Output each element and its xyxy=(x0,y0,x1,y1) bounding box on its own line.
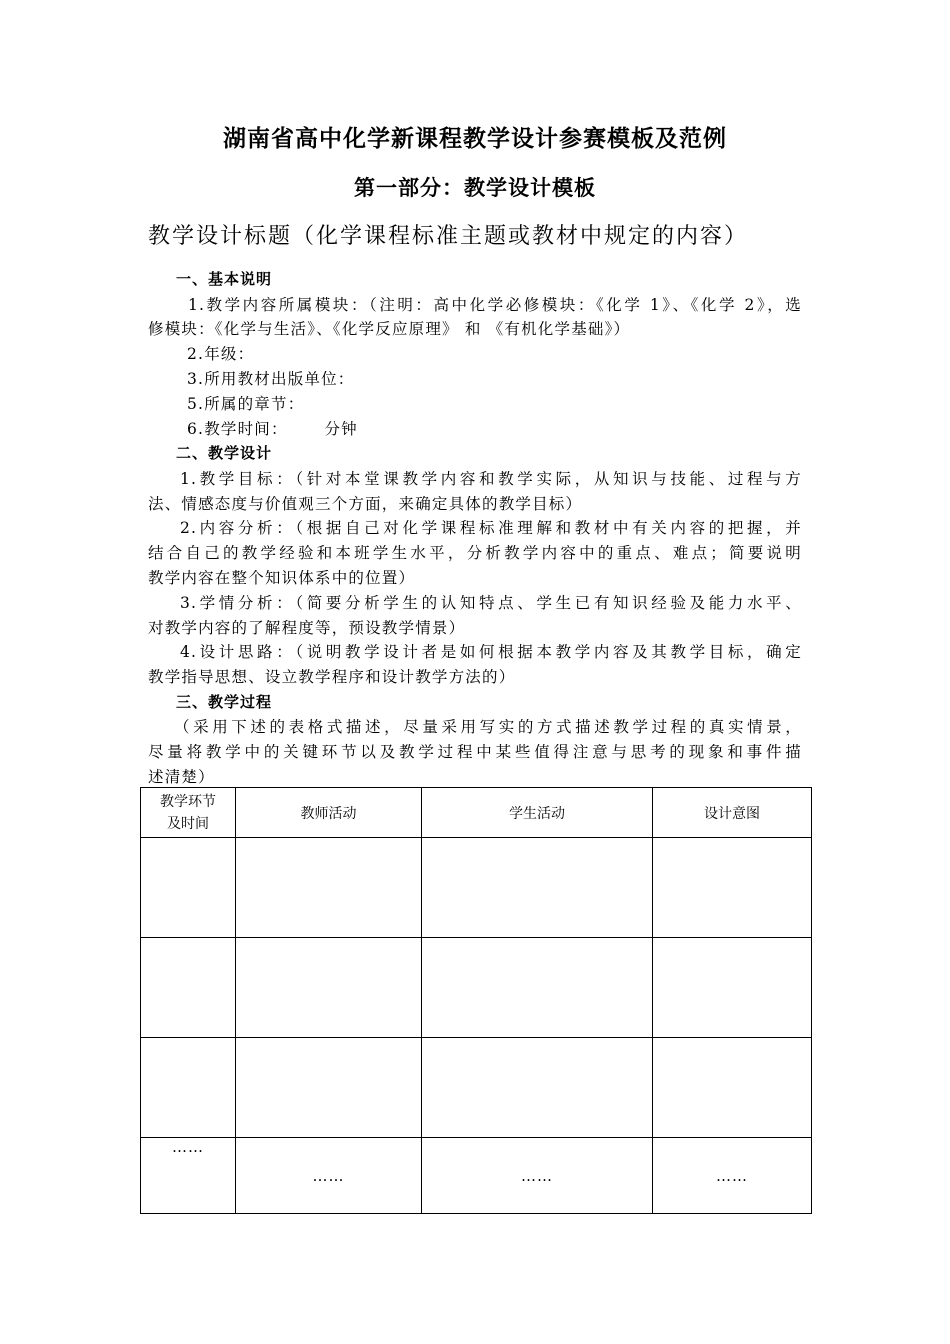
table-cell xyxy=(236,1038,422,1138)
section3-note-line2: 尽量将教学中的关键环节以及教学过程中某些值得注意与思考的现象和事件描 xyxy=(148,743,802,761)
table-cell xyxy=(141,1038,236,1138)
stage-ellipsis: …… xyxy=(141,1138,236,1214)
table-cell xyxy=(422,838,653,938)
table-cell xyxy=(653,838,812,938)
table-cell xyxy=(653,938,812,1038)
table-row xyxy=(141,938,812,1038)
table-header-row xyxy=(141,788,812,838)
table-cell xyxy=(236,838,422,938)
header-student-activity: 学生活动 xyxy=(422,788,653,838)
table-row xyxy=(141,1038,812,1138)
section1-item1-line2: 修模块：《化学与生活》、《化学反应原理》 和 《有机化学基础》） xyxy=(148,320,631,338)
section2-item3-line2: 对教学内容的了解程度等，预设教学情景） xyxy=(148,619,466,637)
section2-item3-line1: 3.学情分析：（简要分析学生的认知特点、学生已有知识经验及能力水平、 xyxy=(180,594,802,612)
section2-item1-line2: 法、情感态度与价值观三个方面，来确定具体的教学目标） xyxy=(148,495,583,513)
table-cell xyxy=(141,938,236,1038)
part-title: 第一部分：教学设计模板 xyxy=(354,176,596,200)
section1-item6: 6.教学时间： 分钟 xyxy=(187,420,358,438)
design-title: 教学设计标题（化学课程标准主题或教材中规定的内容） xyxy=(148,224,749,249)
teacher-ellipsis: …… xyxy=(236,1138,422,1214)
teaching-process-table xyxy=(140,787,812,1214)
table-cell xyxy=(422,1038,653,1138)
table-cell xyxy=(653,1038,812,1138)
header-stage-time xyxy=(141,788,236,838)
section3-note-line3: 述清楚） xyxy=(148,768,215,786)
header-design-intent: 设计意图 xyxy=(653,788,812,838)
table-cell xyxy=(422,938,653,1038)
header-teacher-activity: 教师活动 xyxy=(236,788,422,838)
intent-ellipsis: …… xyxy=(653,1138,812,1214)
document-title: 湖南省高中化学新课程教学设计参赛模板及范例 xyxy=(223,126,727,152)
section3-note-line1: （采用下述的表格式描述，尽量采用写实的方式描述教学过程的真实情景， xyxy=(174,718,802,736)
section1-item1-line1: 1.教学内容所属模块：（注明：高中化学必修模块：《化学 1》、《化学 2》，选 xyxy=(188,296,802,314)
section2-item2-line2: 结合自己的教学经验和本班学生水平，分析教学内容中的重点、难点；简要说明 xyxy=(148,544,802,562)
section2-item2-line3: 教学内容在整个知识体系中的位置） xyxy=(148,569,416,587)
section1-item2: 2.年级： xyxy=(187,345,255,363)
section2-item4-line2: 教学指导思想、设立教学程序和设计教学方法的） xyxy=(148,668,516,686)
section1-heading: 一、基本说明 xyxy=(176,270,273,288)
section3-heading: 三、教学过程 xyxy=(176,693,273,711)
table-row xyxy=(141,838,812,938)
section2-item1-line1: 1.教学目标：（针对本堂课教学内容和教学实际，从知识与技能、过程与方 xyxy=(180,470,802,488)
section1-item5: 5.所属的章节： xyxy=(187,395,305,413)
section2-heading: 二、教学设计 xyxy=(176,444,273,462)
header-stage-line1: 教学环节 xyxy=(160,793,216,810)
table-cell xyxy=(141,838,236,938)
section2-item4-line1: 4.设计思路：（说明教学设计者是如何根据本教学内容及其教学目标，确定 xyxy=(180,643,802,661)
section1-item3: 3.所用教材出版单位： xyxy=(187,370,355,388)
header-stage-line2: 及时间 xyxy=(167,815,209,832)
table-cell xyxy=(236,938,422,1038)
table-row-continuation xyxy=(141,1138,812,1214)
student-ellipsis: …… xyxy=(422,1138,653,1214)
section2-item2-line1: 2.内容分析：（根据自己对化学课程标准理解和教材中有关内容的把握，并 xyxy=(180,519,802,537)
